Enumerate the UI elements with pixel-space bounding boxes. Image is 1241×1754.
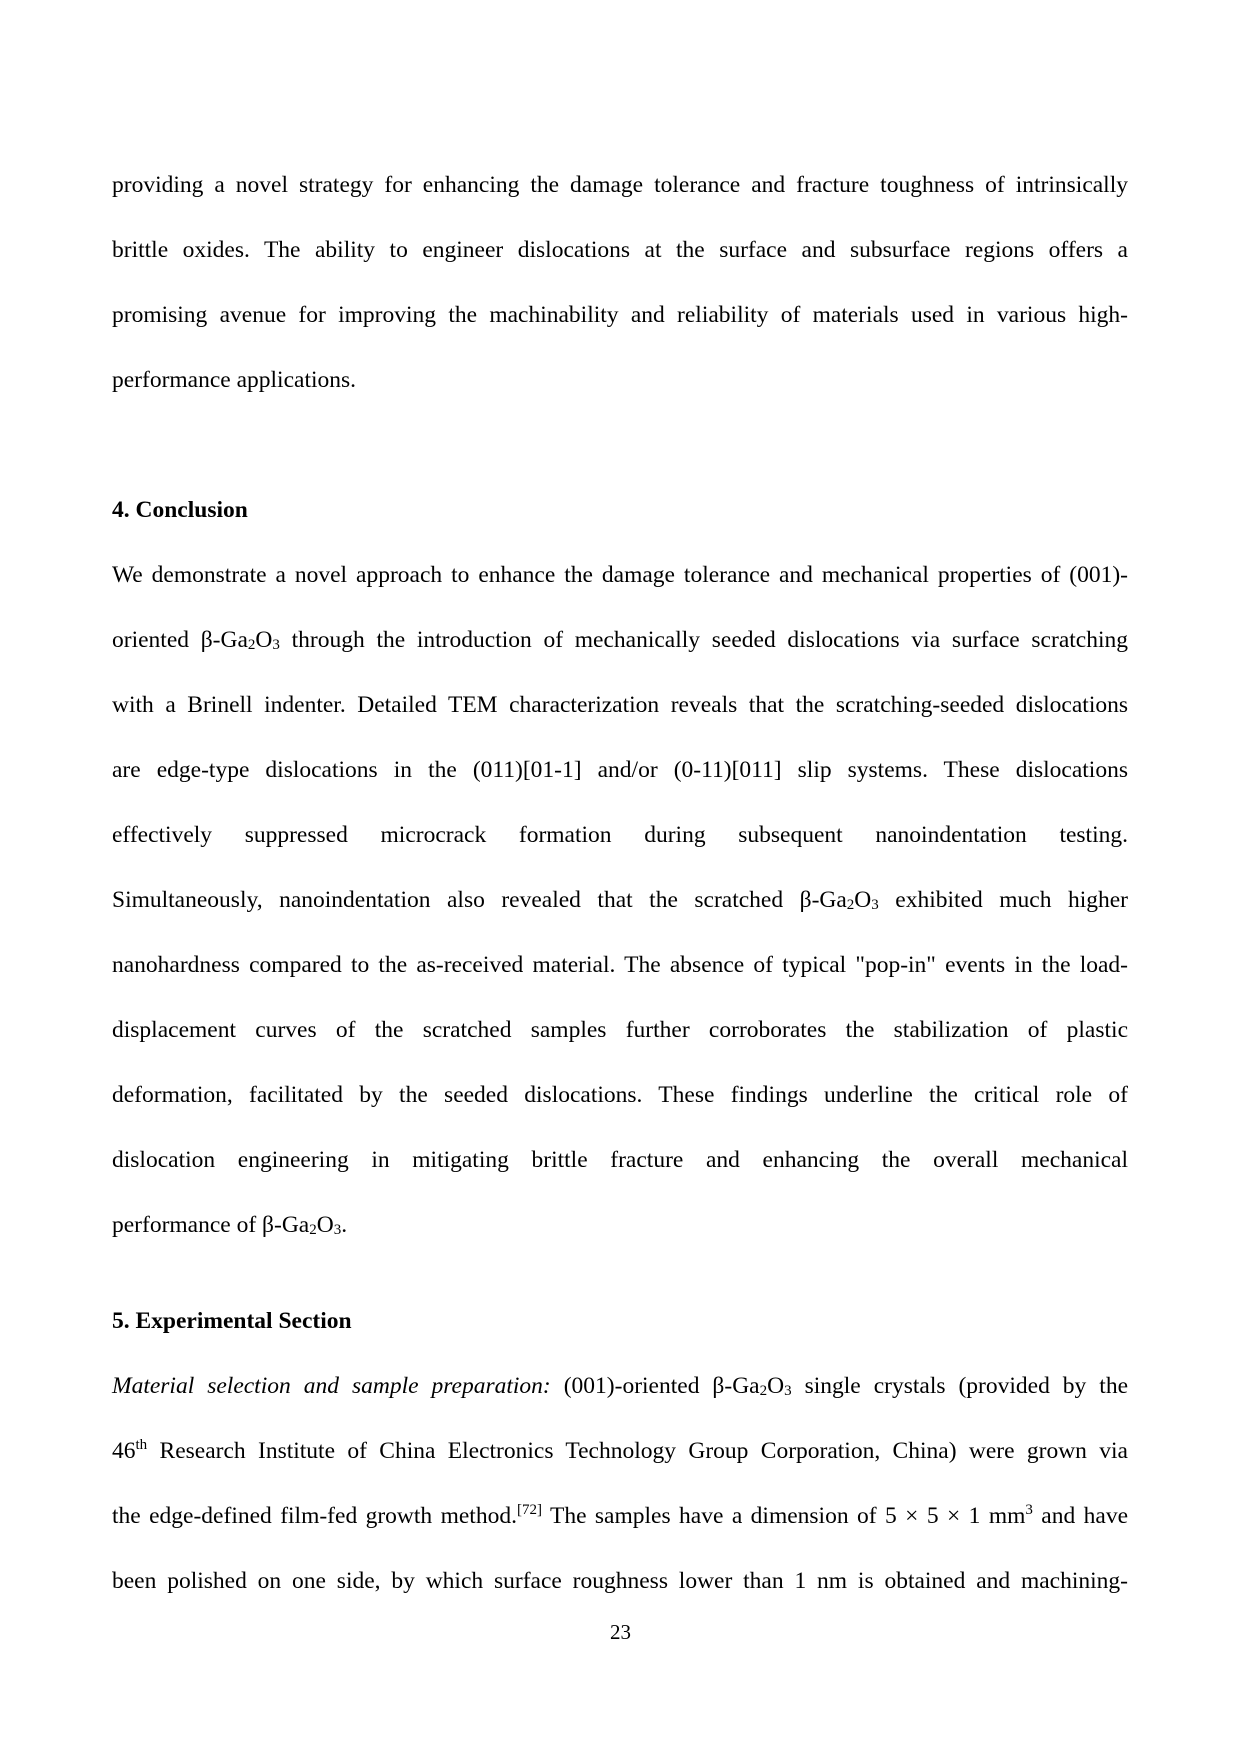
superscript: 3: [1025, 1502, 1033, 1518]
text-line: [112, 820, 1128, 850]
section-heading: 5. Experimental Section: [112, 1308, 352, 1334]
text-run: .: [341, 1212, 348, 1238]
text-run: nanohardness compared to the as-received material. The absence of typical "pop-in" events in the load-: [112, 952, 1128, 978]
text-run: with a Brinell indenter. Detailed TEM characterization reveals that the scratching-seeded dislocations: [112, 692, 1128, 718]
text-run: We demonstrate a novel approach to enhance the damage tolerance and mechanical properties of (001)-: [112, 562, 1128, 588]
text-run: O: [255, 627, 273, 653]
text-run: and have: [1032, 1503, 1128, 1529]
text-run: (001)-oriented β-Ga: [550, 1373, 760, 1399]
subscript: 2: [247, 637, 256, 653]
text-line: [112, 560, 1128, 590]
text-run: through the introduction of mechanically seeded dislocations via surface scratching: [279, 627, 1128, 653]
text-run: oriented β-Ga: [112, 627, 248, 653]
italic-run-in-title: Material selection and sample preparation:: [112, 1373, 551, 1399]
text-run: dislocation engineering in mitigating brittle fracture and enhancing the overall mechanical: [112, 1147, 1128, 1173]
text-run: single crystals (provided by the: [791, 1373, 1128, 1399]
text-line: [112, 1501, 1128, 1531]
text-line: [112, 1145, 1128, 1175]
text-run: brittle oxides. The ability to engineer dislocations at the surface and subsurface regions offers a: [112, 237, 1128, 263]
text-line: [112, 365, 1128, 395]
page-number: 23: [610, 1620, 631, 1644]
superscript: th: [135, 1437, 148, 1453]
superscript: [72]: [516, 1502, 542, 1518]
text-run: performance of β-Ga: [112, 1212, 310, 1238]
text-line: [112, 1080, 1128, 1110]
text-run: exhibited much higher: [878, 887, 1128, 913]
text-line: [112, 625, 1128, 655]
text-line: [112, 1436, 1128, 1466]
subscript: 2: [759, 1383, 768, 1399]
text-line: [112, 755, 1128, 785]
text-run: Research Institute of China Electronics Technology Group Corporation, China) were grown via: [147, 1438, 1128, 1464]
text-run: 46: [112, 1438, 136, 1464]
text-line: [112, 1566, 1128, 1596]
text-run: displacement curves of the scratched samples further corroborates the stabilization of plastic: [112, 1017, 1128, 1043]
text-run: O: [316, 1212, 334, 1238]
text-run: O: [854, 887, 872, 913]
subscript: 3: [333, 1222, 342, 1238]
text-line: [112, 1210, 1128, 1240]
section-heading: 4. Conclusion: [112, 497, 248, 523]
text-run: providing a novel strategy for enhancing the damage tolerance and fracture toughness of intrinsically: [112, 172, 1128, 198]
text-line: [112, 1371, 1128, 1401]
text-line: [112, 235, 1128, 265]
text-run: the edge-defined film-fed growth method.: [112, 1503, 517, 1529]
subscript: 3: [272, 637, 280, 653]
subscript: 2: [846, 897, 855, 913]
text-run: O: [767, 1373, 785, 1399]
text-line: [112, 1015, 1128, 1045]
text-run: performance applications.: [112, 367, 357, 393]
subscript: 2: [309, 1222, 317, 1238]
text-run: The samples have a dimension of 5 × 5 × 1 mm: [541, 1503, 1026, 1529]
text-line: [112, 690, 1128, 720]
text-run: Simultaneously, nanoindentation also revealed that the scratched β-Ga: [112, 887, 847, 913]
text-run: are edge-type dislocations in the (011)[01-1] and/or (0-11)[011] slip systems. These dislocations: [112, 757, 1128, 783]
text-line: [112, 950, 1128, 980]
text-run: deformation, facilitated by the seeded dislocations. These findings underline the critical role of: [112, 1082, 1128, 1108]
text-line: [112, 885, 1128, 915]
text-run: promising avenue for improving the machinability and reliability of materials used in various high-: [112, 302, 1128, 328]
subscript: 3: [784, 1383, 792, 1399]
text-line: [112, 170, 1128, 200]
text-line: [112, 300, 1128, 330]
text-run: been polished on one side, by which surface roughness lower than 1 nm is obtained and machining-: [112, 1568, 1128, 1594]
text-run: effectively suppressed microcrack formation during subsequent nanoindentation testing.: [112, 822, 1128, 848]
subscript: 3: [871, 897, 879, 913]
